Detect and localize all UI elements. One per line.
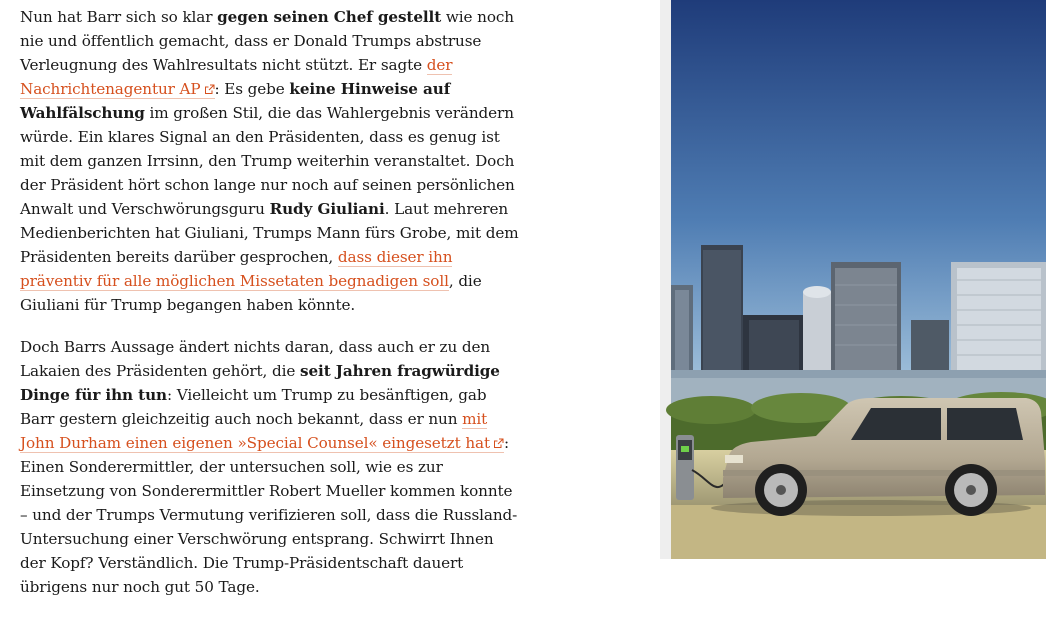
bold-phrase: seit Jahren fragwürdige Dinge für ihn tun — [20, 362, 500, 404]
text-run: Doch Barrs Aussage ändert nichts daran, dass auch er zu den Lakaien des Präsidenten gehört, die — [20, 338, 491, 380]
text-run: . Laut mehreren Medienberichten hat Giuliani, Trumps Mann fürs Grobe, mit dem Präsidenten bereits darüber gesprochen, — [20, 200, 519, 266]
text-run: : Vielleicht um Trump zu besänftigen, gab Barr gestern gleichzeitig auch noch bekannt, dass er nun — [20, 386, 487, 428]
ad-gutter — [660, 0, 671, 559]
article-paragraph-1 — [20, 5, 520, 317]
car-ad-image[interactable] — [671, 0, 1046, 559]
text-run: im großen Stil, die das Wahlergebnis verändern würde. Ein klares Signal an den Präsidenten, dass es genug ist mit dem ganzen Irrsinn, den Trump weiterhin veranstaltet. Doch der Präsident hört schon lange nur noch auf seinen persönlichen Anwalt und Verschwörungsguru — [20, 104, 515, 218]
external-link-icon — [204, 84, 215, 95]
bold-phrase: gegen seinen Chef gestellt — [217, 8, 442, 26]
bold-phrase: Rudy Giuliani — [269, 200, 385, 218]
bold-phrase: keine Hinweise auf Wahlfälschung — [20, 80, 451, 122]
link-text[interactable]: mit John Durham einen eigenen »Special Counsel« eingesetzt hat — [20, 410, 490, 452]
article-body — [20, 5, 520, 617]
link-begnadigung[interactable]: dass dieser ihn präventiv für alle möglichen Missetaten begnadigen soll — [20, 248, 453, 290]
text-run: : Einen Sonderermittler, der untersuchen soll, wie es zur Einsetzung von Sonderermittler Robert Mueller kommen konnte – und der Trumps Vermutung verifizieren soll, dass die Russland-Untersuchung einer Verschwörung entsprang. Schwirrt Ihnen der Kopf? Verständlich. Die Trump-Präsidentschaft dauert übrigens nur noch gut 50 Tage. — [20, 434, 518, 596]
text-run: wie noch nie und öffentlich gemacht, dass er Donald Trumps abstruse Verleugnung des Wahlresultats nicht stützt. Er sagte — [20, 8, 514, 74]
advertisement-banner[interactable] — [671, 0, 1046, 559]
article-paragraph-2 — [20, 335, 520, 599]
external-link-icon — [493, 438, 504, 449]
text-run: : Es gebe — [214, 80, 290, 98]
text-run: Nun hat Barr sich so klar — [20, 8, 218, 26]
link-text[interactable]: der Nachrichtenagentur AP — [20, 56, 453, 98]
text-run: , die Giuliani für Trump begangen haben könnte. — [20, 272, 482, 314]
